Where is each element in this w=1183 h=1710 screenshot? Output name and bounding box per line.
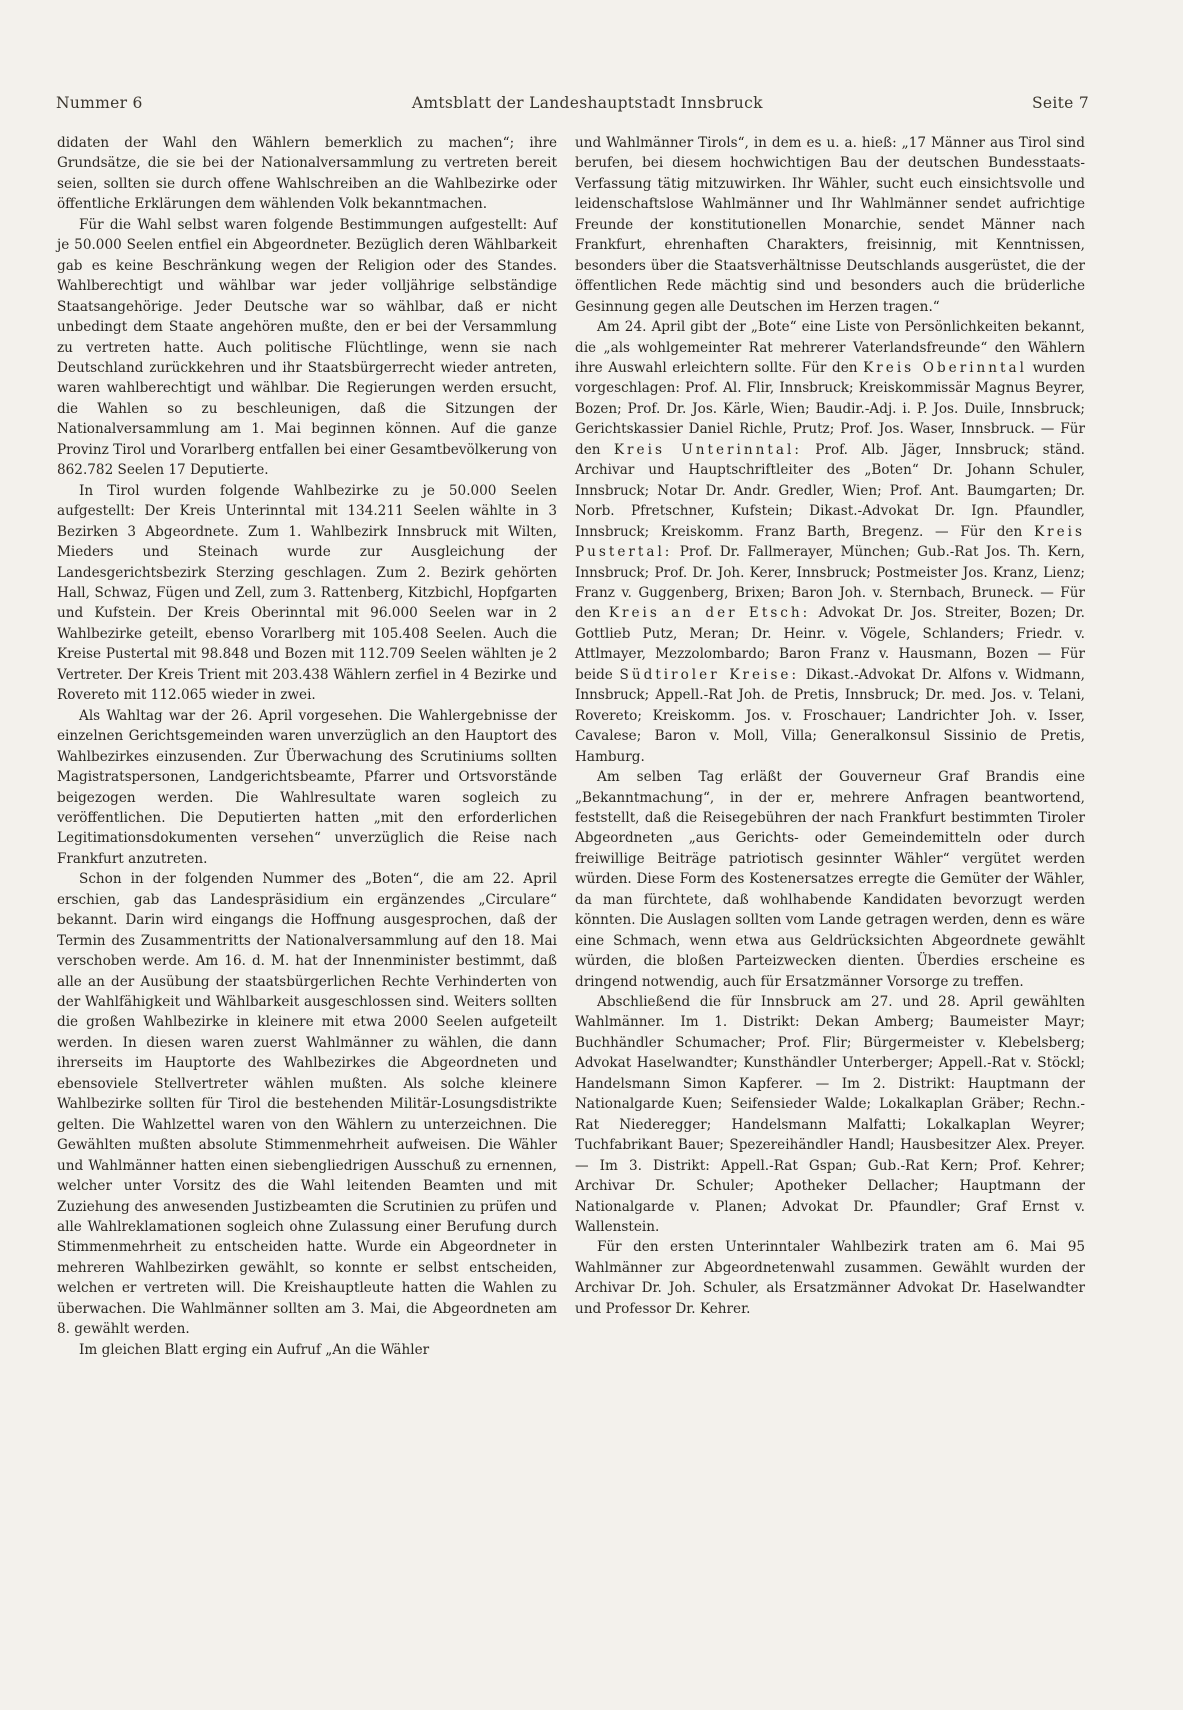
page-number: Seite 7 bbox=[1031, 94, 1089, 112]
publication-title: Amtsblatt der Landeshauptstadt Innsbruck bbox=[411, 94, 763, 112]
paragraph: Für den ersten Unterinntaler Wahlbezirk traten am 6. Mai 95 Wahlmänner zur Abgeordnetenwahl zusammen. Gewählt wurden der Archivar Dr. Joh. Schuler, als Ersatzmänner Advokat Dr. Haselwandter und Professor Dr. Kehrer. bbox=[575, 1239, 1085, 1317]
candidate-list-paragraph bbox=[575, 317, 1085, 767]
paragraph: Im gleichen Blatt erging ein Aufruf „An die Wähler bbox=[79, 1341, 430, 1358]
left-column bbox=[57, 133, 557, 1360]
district-heading: Südtiroler Kreise: bbox=[619, 666, 800, 683]
paragraph: Als Wahltag war der 26. April vorgesehen. Die Wahlergebnisse der einzelnen Gerichtsgemeinden waren unverzüglich an den Hauptort des Wahlbezirkes einzusenden. Zur Überwachung des Scrutiniums sollten Magistratspersonen, Landgerichtsbeamte, Pfarrer und Ortsvorstände beigezogen werden. Die Wahlresultate waren sogleich zu veröffentlichen. Die Deputierten hatten „mit den erforderlichen Legitimationsdokumenten versehen“ unverzüglich die Reise nach Frankfurt anzutreten. bbox=[57, 707, 557, 867]
district-heading: Kreis an der Etsch: bbox=[608, 605, 811, 622]
paragraph: didaten der Wahl den Wählern bemerklich zu machen“; ihre Grundsätze, die sie bei der Nationalversammlung zu vertreten bereit seien, sollten sie durch offene Wahlschreiben an die Wahlbezirke oder öffentliche Erklärungen dem wählenden Volk bekanntmachen. bbox=[57, 135, 557, 213]
paragraph: Für die Wahl selbst waren folgende Bestimmungen aufgestellt: Auf je 50.000 Seelen entfiel ein Abgeordneter. Bezüglich deren Wählbarkeit gab es keine Beschränkung wegen der Religion oder des Standes. Wahlberechtigt und wählbar war jeder volljährige selbständige Staatsangehörige. Jeder Deutsche war so wählbar, daß er nicht unbedingt dem Staate angehören mußte, den er bei der Versammlung zu vertreten hatte. Auch politische Flüchtlinge, wenn sie nach Deutschland zurückkehren und ihr Staatsbürgerrecht wieder antreten, waren wahlberechtigt und wählbar. Die Regierungen werden ersucht, die Wahlen so zu beschleunigen, daß die Sitzungen der Nationalversammlung am 1. Mai beginnen können. Auf die ganze Provinz Tirol und Vorarlberg entfallen bei einer Gesamtbevölkerung von 862.782 Seelen 17 Deputierte. bbox=[57, 216, 557, 479]
paragraph: und Wahlmänner Tirols“, in dem es u. a. hieß: „17 Männer aus Tirol sind berufen, bei diesem hochwichtigen Bau der deutschen Bundesstaats-Verfassung tätig mitzuwirken. Ihr Wähler, sucht euch einsichtsvolle und leidenschaftslose Wahlmänner und Ihr Wahlmänner sendet aufrichtige Freunde der konstitutionellen Monarchie, sendet Männer nach Frankfurt, ehrenhaften Charakters, freisinnig, mit Kenntnissen, besonders über die Staatsverhältnisse Deutschlands ausgerüstet, die der öffentlichen Rede mächtig sind und besonders auch die brüderliche Gesinnung gegen alle Deutschen im Herzen tragen.“ bbox=[575, 135, 1085, 315]
text-run: wurden vorgeschlagen: Prof. Al. Flir, Innsbruck; Kreiskommissär Magnus Beyrer, Bozen; Prof. Dr. Jos. Kärle, Wien; Baudir.-Adj. i. P. Jos. Duile, Innsbruck; Gerichtskassier Daniel Richle, Prutz; Prof. Jos. Waser, Innsbruck. — Für den bbox=[575, 359, 1085, 458]
text-run: Prof. Alb. Jäger, Innsbruck; ständ. Archivar und Hauptschriftleiter des „Boten“ Dr. Johann Schuler, Innsbruck; Notar Dr. Andr. Gredler, Wien; Prof. Ant. Baumgarten; Dr. Norb. Pfretschner, Kufstein; Dikast.-Advokat Dr. Ign. Pfaundler, Innsbruck; Kreiskomm. Franz Barth, Bregenz. — Für den bbox=[575, 441, 1085, 540]
page-header bbox=[56, 94, 1089, 112]
paragraph: In Tirol wurden folgende Wahlbezirke zu je 50.000 Seelen aufgestellt: Der Kreis Unterinntal mit 134.211 Seelen wählte in 3 Bezirken 3 Abgeordnete. Zum 1. Wahlbezirk Innsbruck mit Wilten, Mieders und Steinach wurde zur Ausgleichung der Landesgerichtsbezirk Sterzing geschlagen. Zum 2. Bezirk gehörten Hall, Schwaz, Fügen und Zell, zum 3. Rattenberg, Kitzbichl, Hopfgarten und Kufstein. Der Kreis Oberinntal mit 96.000 Seelen war in 2 Wahlbezirke geteilt, ebenso Vorarlberg mit 105.408 Seelen. Auch die Kreise Pustertal mit 98.848 und Bozen mit 112.709 Seelen wählten je 2 Vertreter. Der Kreis Trient mit 203.438 Wählern zerfiel in 4 Bezirke und Rovereto mit 112.065 wieder in zwei. bbox=[57, 482, 557, 704]
text-run: Prof. Dr. Fallmerayer, München; Gub.-Rat Jos. Th. Kern, Innsbruck; Prof. Dr. Joh. Kerer, Innsbruck; Postmeister Jos. Kranz, Lienz; Franz v. Guggenberg, Brixen; Baron Joh. v. Sternbach, Bruneck. — Für den bbox=[575, 544, 1085, 622]
text-run: Dikast.-Advokat Dr. Alfons v. Widmann, Innsbruck; Appell.-Rat Joh. de Pretis, Innsbruck; Dr. med. Jos. v. Telani, Rovereto; Kreiskomm. Jos. v. Froschauer; Landrichter Joh. v. Isser, Cavalese; Baron v. Moll, Villa; Generalkonsul Sissinio de Pretis, Hamburg. bbox=[575, 666, 1085, 765]
paragraph: Am selben Tag erläßt der Gouverneur Graf Brandis eine „Bekanntmachung“, in der er, mehrere Anfragen beantwortend, feststellt, daß die Reisegebühren der nach Frankfurt bestimmten Tiroler Abgeordneten „aus Gerichts- oder Gemeindemitteln oder durch freiwillige Beiträge patriotisch gesinnter Wähler“ vergütet werden würden. Diese Form des Kostenersatzes erregte die Gemüter der Wähler, da man fürchtete, daß wohlhabende Kandidaten bevorzugt werden könnten. Die Auslagen sollten vom Lande getragen werden, denn es wäre eine Schmach, wenn etwa aus Geldrücksichten Abgeordnete gewählt würden, die bloßen Parteizwecken dienten. Überdies erscheine es dringend notwendig, auch für Ersatzmänner Vorsorge zu treffen. bbox=[575, 769, 1085, 990]
district-heading: Kreis Pustertal: bbox=[575, 523, 1085, 561]
district-heading: Kreis Oberinntal bbox=[863, 359, 1027, 376]
paragraph: Abschließend die für Innsbruck am 27. und 28. April gewählten Wahlmänner. Im 1. Distrikt: Dekan Amberg; Baumeister Mayr; Buchhändler Schumacher; Prof. Flir; Bürgermeister v. Klebelsberg; Advokat Haselwandter; Kunsthändler Unterberger; Appell.-Rat v. Stöckl; Handelsmann Simon Kapferer. — Im 2. Distrikt: Hauptmann der Nationalgarde Kuen; Seifensieder Walde; Lokalkaplan Gräber; Rechn.-Rat Niederegger; Handelsmann Malfatti; Lokalkaplan Weyrer; Tuchfabrikant Bauer; Spezereihändler Handl; Hausbesitzer Alex. Preyer. — Im 3. Distrikt: Appell.-Rat Gspan; Gub.-Rat Kern; Prof. Kehrer; Archivar Dr. Schuler; Apotheker Dellacher; Hauptmann der Nationalgarde v. Planen; Advokat Dr. Pfaundler; Graf Ernst v. Wallenstein. bbox=[575, 994, 1085, 1236]
issue-number: Nummer 6 bbox=[56, 94, 143, 112]
district-heading: Kreis Unterinntal: bbox=[613, 441, 802, 458]
text-run: Advokat Dr. Jos. Streiter, Bozen; Dr. Gottlieb Putz, Meran; Dr. Heinr. v. Vögele, Schlanders; Friedr. v. Attlmayer, Mezzolombardo; Baron Franz v. Hausmann, Bozen — Für beide bbox=[575, 605, 1085, 683]
text-run: Am 24. April gibt der „Bote“ eine Liste von Persönlichkeiten bekannt, die „als wohlgemeinter Rat mehrerer Vaterlandsfreunde“ den Wählern ihre Auswahl erleichtern sollte. Für den bbox=[575, 319, 1085, 376]
right-column bbox=[575, 133, 1085, 1319]
paragraph: Schon in der folgenden Nummer des „Boten“, die am 22. April erschien, gab das Landespräsidium ein ergänzendes „Circulare“ bekannt. Darin wird eingangs die Hoffnung ausgesprochen, daß der Termin des Zusammentritts der Nationalversammlung auf den 18. Mai verschoben werde. Am 16. d. M. hat der Innenminister bestimmt, daß alle an der Ausübung der staatsbürgerlichen Rechte Verhinderten von der Wahlfähigkeit und Wählbarkeit ausgeschlossen sind. Weiters sollten die großen Wahlbezirke in kleinere mit etwa 2000 Seelen aufgeteilt werden. In diesen waren zuerst Wahlmänner zu wählen, die dann ihrerseits im Hauptorte des Wahlbezirkes die Abgeordneten und ebensoviele Stellvertreter wählen mußten. Als solche kleinere Wahlbezirke sollten für Tirol die bestehenden Militär-Losungsdistrikte gelten. Die Wahlzettel waren von den Wählern zu unterzeichnen. Die Gewählten mußten absolute Stimmenmehrheit aufweisen. Die Wähler und Wahlmänner hatten einen siebengliedrigen Ausschuß zu ernennen, welcher unter Vorsitz des die Wahl leitenden Beamten und mit Zuziehung des anwesenden Justizbeamten die Scrutinien zu prüfen und alle Wahlreklamationen sogleich ohne Zulassung einer Berufung durch Stimmenmehrheit zu entscheiden hatte. Wurde ein Abgeordneter in mehreren Wahlbezirken gewählt, so konnte er selbst entscheiden, welchen er vertreten will. Die Kreishauptleute hatten die Wahlen zu überwachen. Die Wahlmänner sollten am 3. Mai, die Abgeordneten am 8. gewählt werden. bbox=[57, 871, 557, 1338]
